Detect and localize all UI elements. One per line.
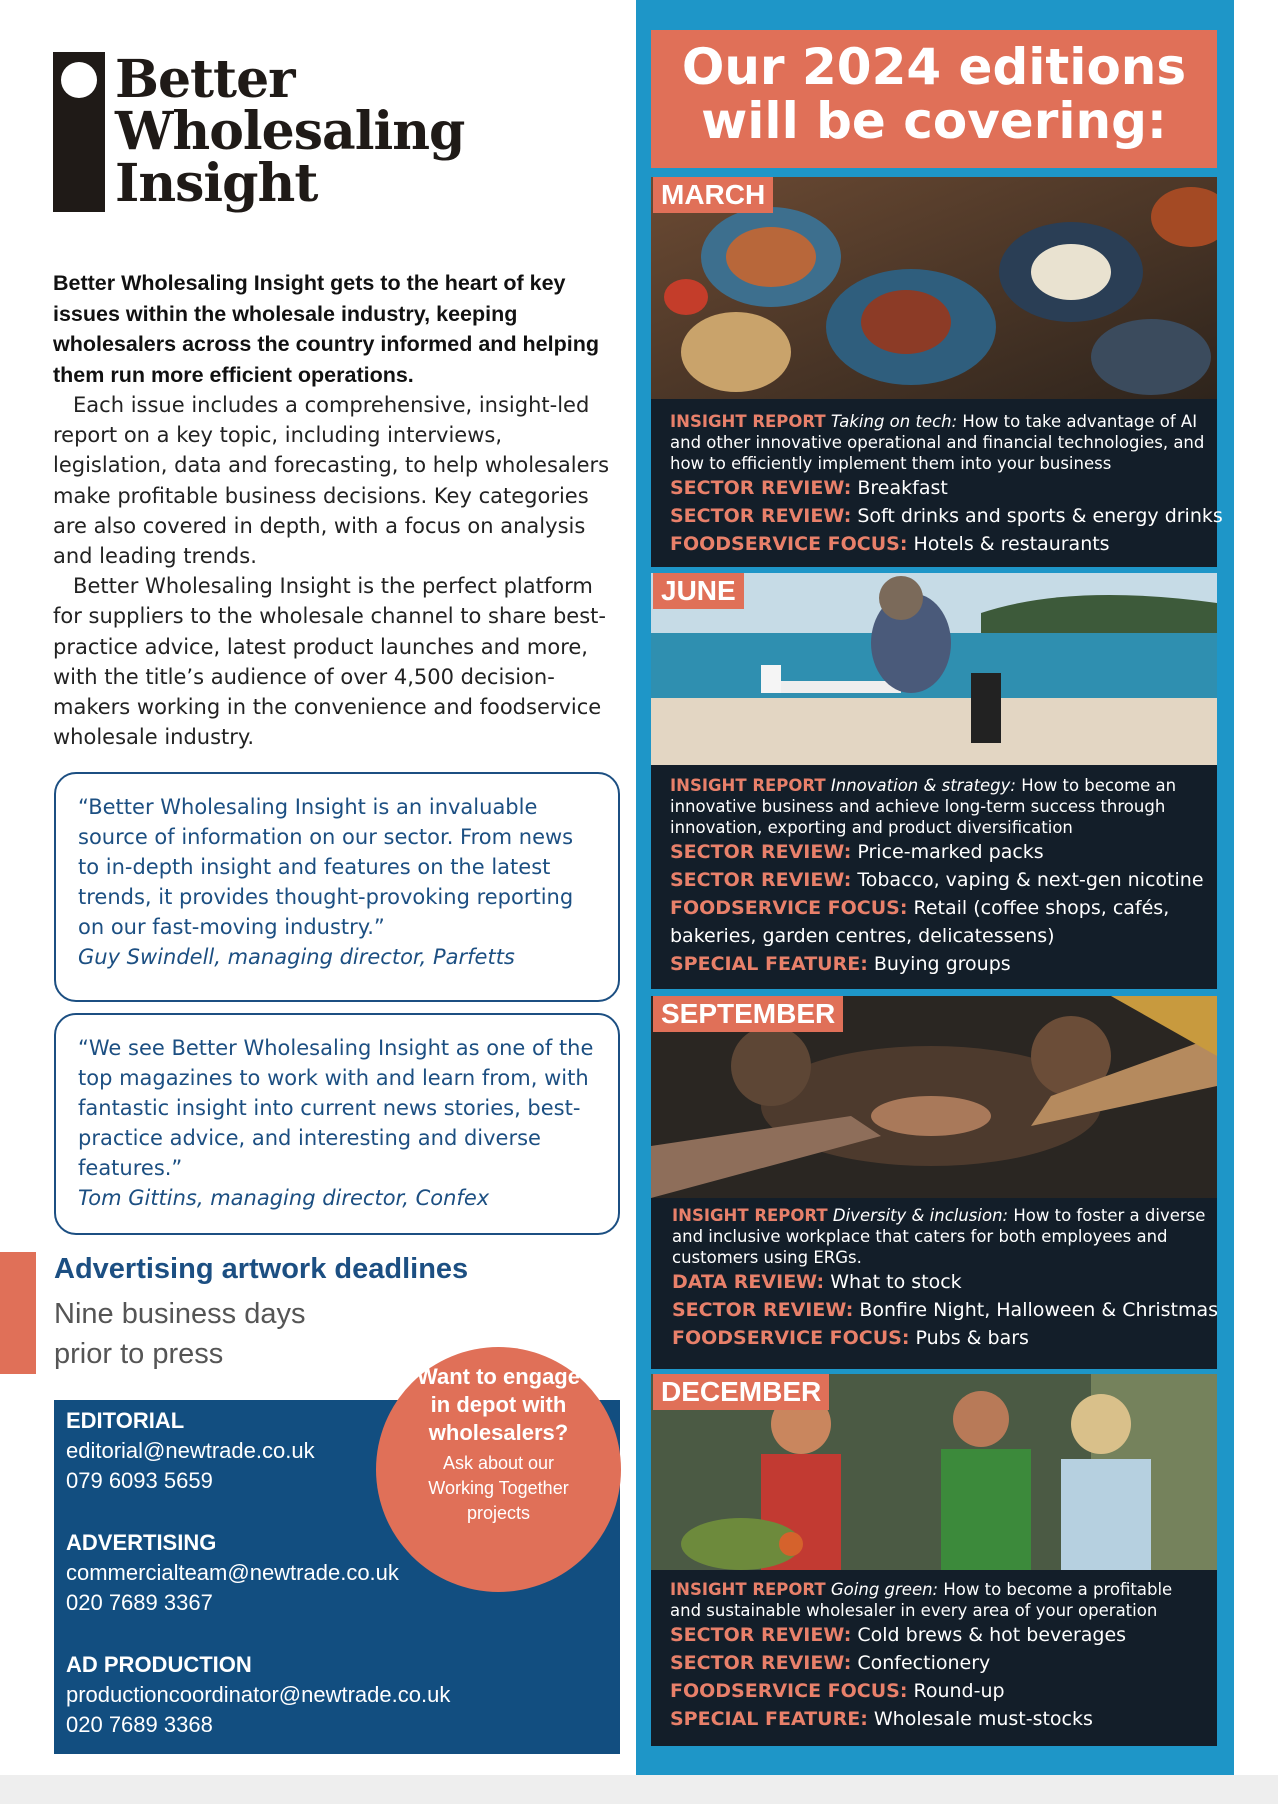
item-label: SECTOR REVIEW: [670,505,852,527]
item-label: FOODSERVICE FOCUS: [670,897,908,919]
edition-item [672,1296,1219,1324]
logo-line-1: Better [115,49,295,110]
promo-sub-3: projects [466,1503,531,1523]
contact-email[interactable]: commercialteam@newtrade.co.uk [66,1560,399,1585]
contact-phone[interactable]: 079 6093 5659 [66,1468,213,1493]
quote-attribution: Guy Swindell, managing director, Parfetts [78,945,515,969]
contact-editorial [66,1406,315,1496]
edition-march [651,177,1223,567]
edition-item [670,838,1207,866]
promo-sub-1: Ask about our [442,1453,555,1473]
edition-item [670,1705,1207,1733]
edition-item [672,1268,1207,1296]
month-label: JUNE [653,573,744,609]
edition-item [670,894,1207,922]
editions-title [651,30,1217,168]
item-value: Soft drinks and sports & energy drinks [857,505,1223,527]
month-label: DECEMBER [653,1374,829,1410]
editions-column [636,0,1234,1804]
brand-logo [53,49,493,222]
edition-item [670,1677,1207,1705]
edition-details [670,411,1223,558]
editions-title-line-2: will be covering: [701,92,1167,150]
intro-text [53,268,623,752]
deadline-line-2: prior to press [54,1338,224,1370]
report-label: INSIGHT REPORT [672,1206,828,1225]
item-label: DATA REVIEW: [672,1271,825,1293]
report-topic: Innovation & strategy: [830,776,1016,795]
edition-december [651,1374,1217,1746]
insight-report [670,1579,1207,1621]
item-label: SECTOR REVIEW: [670,1624,852,1646]
item-label: SPECIAL FEATURE: [670,1708,868,1730]
item-value: Pubs & bars [915,1327,1029,1349]
item-label: SECTOR REVIEW: [670,841,852,863]
edition-item [672,1324,1207,1352]
testimonial-quote [54,1013,620,1235]
contact-heading: EDITORIAL [66,1408,185,1433]
report-desc: How to take advantage of AI and other innovative operational and financial technologies, and how to efficiently implement them into your business [670,412,1205,473]
left-column [0,0,636,1804]
editions-title-line-1: Our 2024 editions [681,38,1187,96]
item-label: FOODSERVICE FOCUS: [670,533,908,555]
intro-p1-text: Each issue includes a comprehensive, insight-led report on a key topic, including interviews, legislation, data and forecasting, to help wholesalers make profitable business decisions. Key categories are also covered in depth, with a focus on analysis and leading trends. [53,393,610,569]
item-value: bakeries, garden centres, delicatessens) [670,925,1055,947]
item-value: Hotels & restaurants [913,533,1110,555]
logo-line-3: Insight [115,153,318,214]
contact-email[interactable]: productioncoordinator@newtrade.co.uk [66,1682,451,1707]
intro-p2-text: Better Wholesaling Insight is the perfect platform for suppliers to the wholesale channel to share best-practice advice, latest product launches and more, with the title’s audience of over 4,500 decision-makers working in the convenience and foodservice wholesale industry. [53,574,606,750]
edition-item [670,530,1207,558]
deadline-text [54,1294,305,1374]
logo-wordmark [115,49,465,214]
item-value: Buying groups [873,953,1011,975]
report-desc: How to become an innovative business and achieve long-term success through innovation, exporting and product diversification [670,776,1177,837]
report-topic: Going green: [830,1580,939,1599]
edition-details [672,1205,1219,1352]
item-value: Bonfire Night, Halloween & Christmas [859,1299,1219,1321]
item-value: Wholesale must-stocks [873,1708,1093,1730]
item-label: FOODSERVICE FOCUS: [672,1327,910,1349]
item-label: FOODSERVICE FOCUS: [670,1680,908,1702]
promo-line-1: Want to engage [417,1364,580,1389]
logo-mark [53,52,105,212]
item-value: Breakfast [857,477,948,499]
edition-item [670,1621,1207,1649]
intro-paragraph-1 [53,390,623,571]
item-value: Confectionery [857,1652,991,1674]
contact-heading: AD PRODUCTION [66,1652,252,1677]
item-value: Round-up [913,1680,1005,1702]
report-label: INSIGHT REPORT [670,776,826,795]
intro-paragraph-2 [53,571,623,752]
logo-line-2: Wholesaling [115,101,465,162]
promo-circle [376,1347,621,1592]
edition-details [670,775,1207,978]
edition-item [670,474,1207,502]
contact-phone[interactable]: 020 7689 3368 [66,1712,213,1737]
item-label: SECTOR REVIEW: [670,477,852,499]
contact-ad-production [66,1650,450,1740]
edition-item [670,502,1223,530]
contact-phone[interactable]: 020 7689 3367 [66,1590,213,1615]
deadline-title: Advertising artwork deadlines [54,1253,469,1285]
contact-heading: ADVERTISING [66,1530,217,1555]
promo-line-2: in depot with [430,1392,567,1417]
contact-advertising [66,1528,399,1618]
edition-item [670,866,1207,894]
edition-details [670,1579,1207,1733]
item-label: SPECIAL FEATURE: [670,953,868,975]
item-value: Tobacco, vaping & next-gen nicotine [857,869,1204,891]
promo-line-3: wholesalers? [428,1420,569,1445]
report-label: INSIGHT REPORT [670,412,826,431]
item-value: Price-marked packs [857,841,1044,863]
month-label: MARCH [653,177,773,213]
report-desc: How to become a profitable and sustainable wholesaler in every area of your operation [670,1580,1173,1620]
edition-item [670,922,1207,950]
intro-lead: Better Wholesaling Insight gets to the heart of key issues within the wholesale industry, keeping wholesalers across the country informed and helping them run more efficient operations. [53,271,599,387]
testimonial-quote [54,772,620,1002]
quote-text: “Better Wholesaling Insight is an invaluable source of information on our sector. From news to in-depth insight and features on the latest trends, it provides thought-provoking reporting on our fast-moving industry.” [78,795,574,939]
insight-report [670,775,1207,838]
item-value: What to stock [830,1271,962,1293]
quote-attribution: Tom Gittins, managing director, Confex [78,1186,490,1210]
edition-item [670,950,1207,978]
edition-item [670,1649,1207,1677]
insight-report [670,411,1207,474]
promo-sub-2: Working Together [428,1478,569,1498]
report-topic: Diversity & inclusion: [832,1206,1009,1225]
item-value: Retail (coffee shops, cafés, [913,897,1170,919]
edition-september [651,996,1217,1369]
contact-email[interactable]: editorial@newtrade.co.uk [66,1438,315,1463]
report-label: INSIGHT REPORT [670,1580,826,1599]
report-topic: Taking on tech: [830,412,958,431]
edition-june [651,573,1217,989]
item-label: SECTOR REVIEW: [672,1299,854,1321]
quote-text: “We see Better Wholesaling Insight as one of the top magazines to work with and learn from, with fantastic insight into current news stories, best-practice advice, and interesting and diverse features.” [78,1036,594,1180]
item-value: Cold brews & hot beverages [857,1624,1127,1646]
deadline-line-1: Nine business days [54,1298,306,1330]
report-desc: How to foster a diverse and inclusive workplace that caters for both employees and customers using ERGs. [672,1206,1206,1267]
insight-report [672,1205,1207,1268]
page-bottom-strip [0,1775,1278,1804]
item-label: SECTOR REVIEW: [670,1652,852,1674]
month-label: SEPTEMBER [653,996,843,1032]
logo-dot-icon [61,62,97,98]
deadline-accent-bar [0,1252,36,1374]
promo-sub [376,1451,621,1526]
item-label: SECTOR REVIEW: [670,869,852,891]
